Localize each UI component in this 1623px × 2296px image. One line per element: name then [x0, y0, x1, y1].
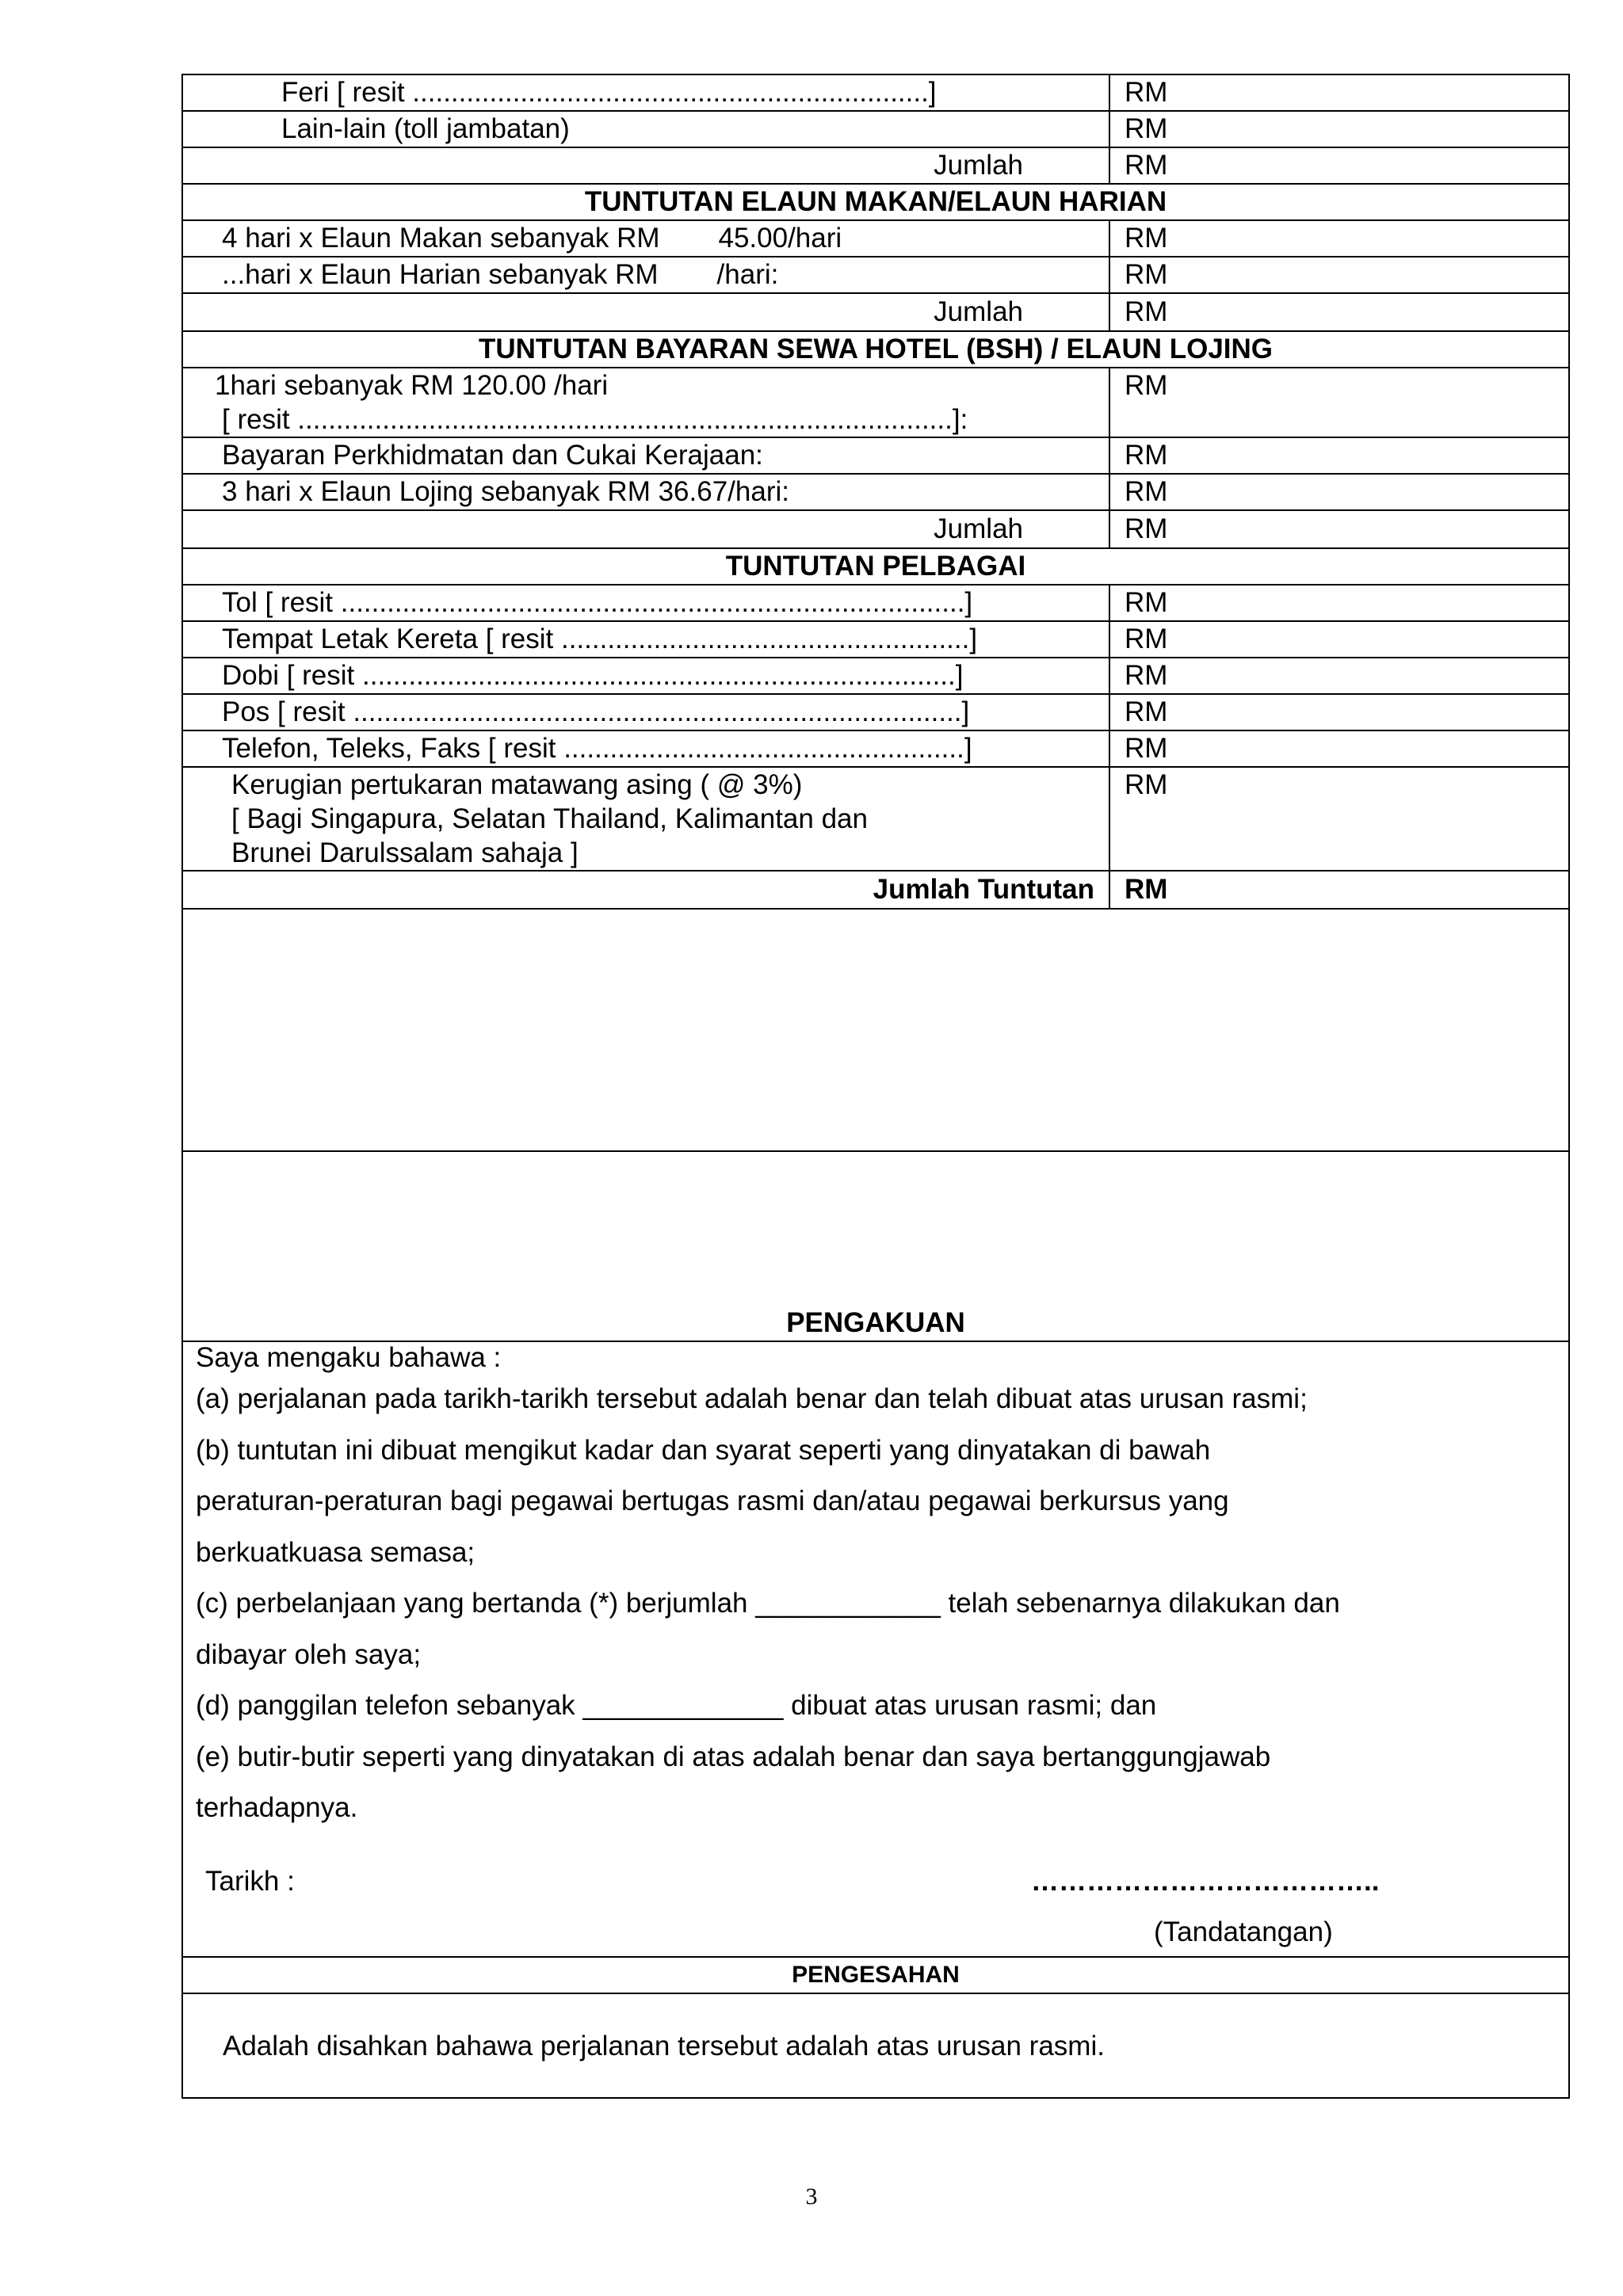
elaun-makan-text: 4 hari x Elaun Makan sebanyak RM [222, 223, 660, 254]
amount-jumlah: RM [1125, 296, 1168, 327]
row-cukai [183, 437, 1568, 473]
row-kerugian [183, 766, 1568, 870]
heading-elaun-makan [183, 183, 1568, 219]
heading-pelbagai [183, 547, 1568, 584]
declaration-line: (a) perjalanan pada tarikh-tarikh tersebut adalah benar dan telah dibuat atas urusan rasmi; [196, 1383, 1308, 1414]
kerugian-line-2: [ Bagi Singapura, Selatan Thailand, Kalimantan dan [231, 803, 868, 834]
label-jumlah-tuntutan: Jumlah Tuntutan [183, 871, 1110, 908]
row-lain-lain [183, 110, 1568, 147]
section-heading: TUNTUTAN BAYARAN SEWA HOTEL (BSH) / ELAUN LOJING [478, 334, 1274, 364]
label-jumlah: Jumlah [183, 294, 1110, 330]
amount-elaun-harian: RM [1125, 259, 1168, 290]
sewa-hotel-resit: [ resit .....................................................................................]: [222, 404, 968, 435]
label-tol: Tol [ resit .................................................................................] [183, 585, 1110, 620]
declaration-line: (c) perbelanjaan yang bertanda (*) berjumlah ____________ telah sebenarnya dilakukan dan [196, 1588, 1340, 1619]
tandatangan-label: (Tandatangan) [1154, 1916, 1333, 1947]
claim-form-table [181, 74, 1570, 2099]
amount-lain-lain: RM [1125, 113, 1168, 144]
amount-jumlah: RM [1125, 150, 1168, 181]
label-cukai: Bayaran Perkhidmatan dan Cukai Kerajaan: [183, 438, 1110, 473]
row-jumlah-hotel [183, 509, 1568, 547]
pengesahan-title: PENGESAHAN [183, 1956, 1568, 1993]
pengesahan-text: Adalah disahkan bahawa perjalanan tersebut adalah atas urusan rasmi. [223, 2030, 1105, 2061]
amount-elaun-makan: RM [1125, 223, 1168, 254]
declaration-intro: Saya mengaku bahawa : [196, 1342, 502, 1373]
elaun-harian-text: ...hari x Elaun Harian sebanyak RM [222, 259, 659, 290]
row-jumlah-transport [183, 147, 1568, 183]
amount-telefon: RM [1125, 733, 1168, 764]
row-jumlah-tuntutan [183, 870, 1568, 908]
section-heading: TUNTUTAN ELAUN MAKAN/ELAUN HARIAN [584, 186, 1167, 217]
label-jumlah: Jumlah [183, 148, 1110, 183]
row-telefon [183, 730, 1568, 766]
row-elaun-harian [183, 256, 1568, 292]
row-elaun-makan [183, 219, 1568, 256]
declaration-line: (b) tuntutan ini dibuat mengikut kadar dan syarat seperti yang dinyatakan di bawah [196, 1434, 1211, 1466]
amount-sewa-hotel: RM [1125, 370, 1168, 401]
declaration-line: berkuatkuasa semasa; [196, 1536, 475, 1568]
label-elaun-makan [183, 221, 1110, 256]
declaration-line: (d) panggilan telefon sebanyak _____________ dibuat atas urusan rasmi; dan [196, 1690, 1157, 1721]
pengakuan-box [183, 1150, 1568, 1341]
row-jumlah-makan [183, 292, 1568, 330]
label-lain-lain: Lain-lain (toll jambatan) [183, 112, 1110, 147]
declaration-line: dibayar oleh saya; [196, 1638, 422, 1670]
amount-dobi: RM [1125, 660, 1168, 691]
blank-space [183, 908, 1568, 1150]
section-heading: TUNTUTAN PELBAGAI [725, 551, 1026, 582]
label-pos: Pos [ resit ...............................................................................] [183, 695, 1110, 730]
row-dobi [183, 657, 1568, 693]
amount-tol: RM [1125, 587, 1168, 618]
label-dobi: Dobi [ resit .............................................................................] [183, 658, 1110, 693]
row-tol [183, 584, 1568, 620]
label-jumlah: Jumlah [183, 509, 1110, 547]
amount-pos: RM [1125, 696, 1168, 727]
amount-feri: RM [1125, 77, 1168, 108]
page-number: 3 [805, 2183, 818, 2210]
amount-jumlah: RM [1110, 509, 1568, 547]
declaration [183, 1341, 1568, 1956]
pengakuan-title: PENGAKUAN [786, 1307, 965, 1338]
row-pos [183, 693, 1568, 730]
label-telefon: Telefon, Teleks, Faks [ resit ....................................................] [183, 731, 1110, 766]
label-kerugian [183, 768, 1110, 870]
heading-sewa-hotel [183, 330, 1568, 367]
row-sewa-hotel [183, 367, 1568, 437]
row-feri [183, 75, 1568, 110]
amount-kerugian: RM [1125, 769, 1168, 800]
declaration-line: terhadapnya. [196, 1792, 358, 1823]
elaun-harian-rate: /hari: [716, 259, 779, 290]
amount-letak-kereta: RM [1125, 624, 1168, 654]
amount-elaun-lojing: RM [1110, 473, 1568, 509]
kerugian-line-3: Brunei Darulssalam sahaja ] [231, 837, 579, 868]
label-feri: Feri [ resit ...................................................................] [183, 75, 1110, 110]
declaration-line: peraturan-peraturan bagi pegawai bertugas rasmi dan/atau pegawai berkursus yang [196, 1486, 1229, 1516]
label-letak-kereta: Tempat Letak Kereta [ resit .....................................................] [183, 622, 1110, 657]
signature-line: ……………………………….. [1031, 1865, 1380, 1897]
row-elaun-lojing [183, 473, 1568, 509]
elaun-makan-rate: 45.00/hari [718, 223, 842, 254]
label-elaun-lojing: 3 hari x Elaun Lojing sebanyak RM 36.67/hari: [183, 473, 1110, 509]
amount-cukai: RM [1125, 440, 1168, 471]
sewa-hotel-rate: 1hari sebanyak RM 120.00 /hari [215, 370, 609, 401]
pengesahan-box [183, 1993, 1568, 2097]
row-letak-kereta [183, 620, 1568, 657]
kerugian-line-1: Kerugian pertukaran matawang asing ( @ 3%) [231, 769, 803, 800]
label-elaun-harian [183, 257, 1110, 292]
tarikh-label: Tarikh : [205, 1865, 295, 1897]
label-sewa-hotel [183, 368, 1110, 437]
declaration-line: (e) butir-butir seperti yang dinyatakan di atas adalah benar dan saya bertanggungjawab [196, 1741, 1271, 1772]
signature-area [196, 1834, 1556, 1956]
amount-jumlah-tuntutan: RM [1125, 874, 1168, 905]
